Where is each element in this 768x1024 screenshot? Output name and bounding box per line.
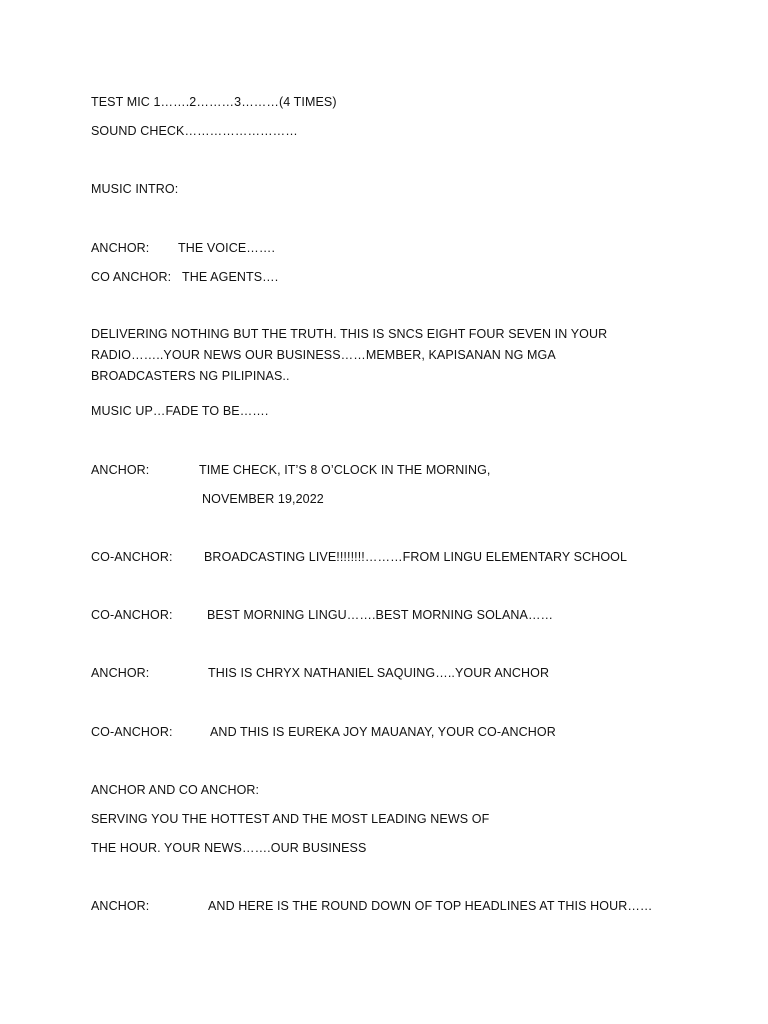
- sound-check-line: SOUND CHECK………………………: [91, 124, 298, 138]
- serving-line-2: THE HOUR. YOUR NEWS…….OUR BUSINESS: [91, 841, 367, 855]
- dialogue-text: THE VOICE…….: [178, 241, 276, 255]
- music-intro-line: MUSIC INTRO:: [91, 182, 179, 196]
- dialogue-text: BEST MORNING LINGU…….BEST MORNING SOLANA……: [207, 608, 554, 622]
- dialogue-text: AND HERE IS THE ROUND DOWN OF TOP HEADLINES AT THIS HOUR……: [208, 899, 653, 913]
- anchor-headlines-line: [91, 898, 653, 962]
- both-anchors-label: ANCHOR AND CO ANCHOR:: [91, 783, 260, 797]
- speaker-label: ANCHOR:: [91, 241, 150, 255]
- music-up-line: MUSIC UP…FADE TO BE…….: [91, 404, 269, 418]
- speaker-label: CO-ANCHOR:: [91, 550, 173, 564]
- dialogue-text: BROADCASTING LIVE!!!!!!!!………FROM LINGU ELEMENTARY SCHOOL: [204, 550, 628, 564]
- speaker-label: ANCHOR:: [91, 899, 150, 913]
- speaker-label: ANCHOR:: [91, 463, 150, 477]
- dialogue-text: AND THIS IS EUREKA JOY MAUANAY, YOUR CO-ANCHOR: [210, 725, 556, 739]
- date-line: NOVEMBER 19,2022: [202, 492, 324, 506]
- coanchor-best-morning-line: [91, 607, 554, 671]
- anchor-intro-line: [91, 665, 550, 729]
- speaker-label: CO ANCHOR:: [91, 270, 172, 284]
- speaker-label: CO-ANCHOR:: [91, 725, 173, 739]
- coanchor-intro-line: [91, 724, 556, 788]
- speaker-label: CO-ANCHOR:: [91, 608, 173, 622]
- dialogue-text: TIME CHECK, IT’S 8 O’CLOCK IN THE MORNING,: [199, 463, 491, 477]
- coanchor-live-line: [91, 549, 628, 613]
- serving-line-1: SERVING YOU THE HOTTEST AND THE MOST LEADING NEWS OF: [91, 812, 490, 826]
- dialogue-text: THIS IS CHRYX NATHANIEL SAQUING…..YOUR ANCHOR: [208, 666, 550, 680]
- delivering-paragraph: DELIVERING NOTHING BUT THE TRUTH. THIS IS SNCS EIGHT FOUR SEVEN IN YOUR RADIO……..YOUR NEWS OUR BUSINESS……MEMBER, KAPISANAN NG MGA BROADCASTERS NG PILIPINAS..: [91, 327, 608, 383]
- test-mic-line: TEST MIC 1…….2………3………(4 TIMES): [91, 95, 337, 109]
- speaker-label: ANCHOR:: [91, 666, 150, 680]
- dialogue-text: THE AGENTS….: [182, 270, 279, 284]
